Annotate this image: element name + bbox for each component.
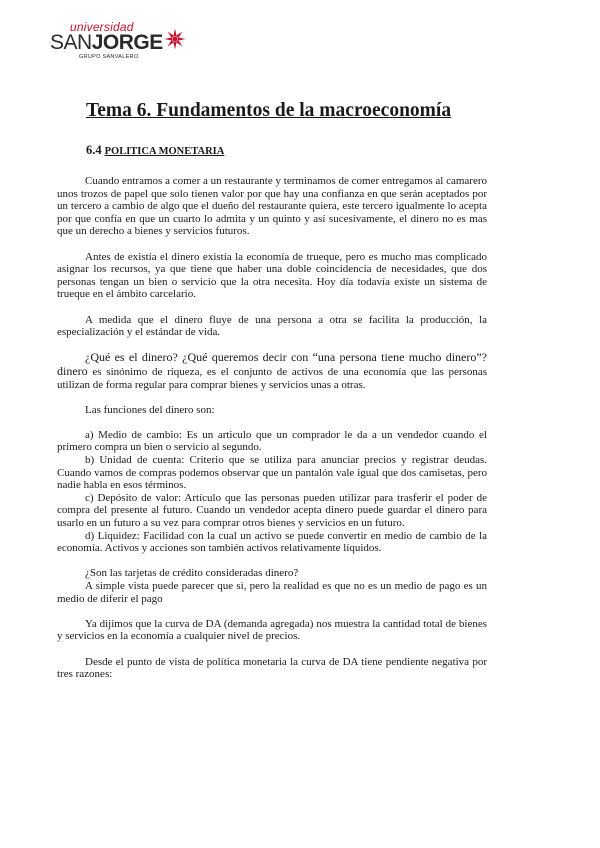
list-item-deposito-valor: c) Depósito de valor: Artículo que las personas pueden utilizar para trasferir el poder de compra del presente al futuro. Cuando un vendedor acepta dinero puede guardar el dinero para usarlo en un futuro a su vez para comprar otros bienes y servicios en un futuro. bbox=[57, 491, 487, 530]
paragraph-funciones-intro: Las funciones del dinero son: bbox=[85, 403, 215, 416]
definition-dinero: es sinónimo de riqueza, es el conjunto de activos de una economía que las personas utilizan de forma regular para comprar bienes y servicios unas a otras. bbox=[57, 365, 487, 391]
question-tarjetas-credito: ¿Son las tarjetas de crédito consideradas dinero? bbox=[85, 567, 299, 580]
paragraph-flujo: A medida que el dinero fluye de una persona a otra se facilita la producción, la especialización y el estándar de vida. bbox=[57, 313, 487, 339]
question-que-es-dinero: ¿Qué es el dinero? ¿Qué queremos decir con “una persona tiene mucho dinero”? dinero bbox=[57, 350, 487, 378]
answer-tarjetas-credito: A simple vista puede parecer que si, pero la realidad es que no es un medio de pago es un medio de diferir el pago bbox=[57, 580, 487, 605]
paragraph-trueque: Antes de existía el dinero existía la economía de trueque, pero es mucho mas complicado asignar los recursos, ya que tiene que haber una doble coincidencia de necesidades, que dos personas tengan un bien o servicio que la otra necesita. Hoy día todavía existe un sistema de trueque en el ámbito carcelario. bbox=[57, 250, 487, 301]
logo-text-universidad: universidad bbox=[70, 20, 134, 34]
page-title: Tema 6. Fundamentos de la macroeconomía bbox=[86, 100, 452, 121]
list-item-liquidez: d) Liquidez: Facilidad con la cual un activo se puede convertir en medio de cambio de la economía. Activos y acciones son también activos relativamente líquidos. bbox=[57, 529, 487, 555]
logo-text-grupo: GRUPO SANVALERO bbox=[79, 54, 139, 60]
logo-text-sanjorge bbox=[50, 31, 163, 55]
section-number: 6.4 bbox=[86, 143, 102, 157]
paragraph-curva-da: Ya dijimos que la curva de DA (demanda agregada) nos muestra la cantidad total de bienes y servicios en la economía a cualquier nivel de precios. bbox=[57, 617, 487, 643]
paragraph-restaurant: Cuando entramos a comer a un restaurante y terminamos de comer entregamos al camarero unos trozos de papel que solo tienen valor por que hay una confianza en que serán aceptados por un tercero a cambio de algo que el dueño del restaurante quiera, este tercero igualmente lo acepta por que confía en que un cuarto lo admita y un quinto y así sucesivamente, el dinero no es mas que un derecho a bienes y servicios futuros. bbox=[57, 175, 487, 238]
document-body bbox=[57, 175, 487, 693]
logo-text-san: SAN bbox=[50, 31, 92, 54]
section-heading bbox=[86, 143, 224, 158]
list-item-medio-cambio: a) Medio de cambio: Es un articulo que un comprador le da a un vendedor cuando el primero compra un bien o servicio al segundo. bbox=[57, 428, 487, 454]
paragraph-politica-monetaria: Desde el punto de vista de política monetaria la curva de DA tiene pendiente negativa por tres razones: bbox=[57, 655, 487, 681]
logo-text-jorge: JORGE bbox=[91, 31, 163, 54]
paragraph-que-es-dinero bbox=[57, 351, 487, 391]
list-item-unidad-cuenta: b) Unidad de cuenta: Criterio que se utiliza para anunciar precios y registrar deudas. Cuando vamos de compras podemos observar que un pantalón vale igual que dos camisetas, pero nadie habla en esos términos. bbox=[57, 454, 487, 492]
section-title: POLITICA MONETARIA bbox=[104, 146, 225, 157]
university-logo bbox=[50, 20, 190, 66]
star-logo-icon bbox=[164, 28, 186, 50]
